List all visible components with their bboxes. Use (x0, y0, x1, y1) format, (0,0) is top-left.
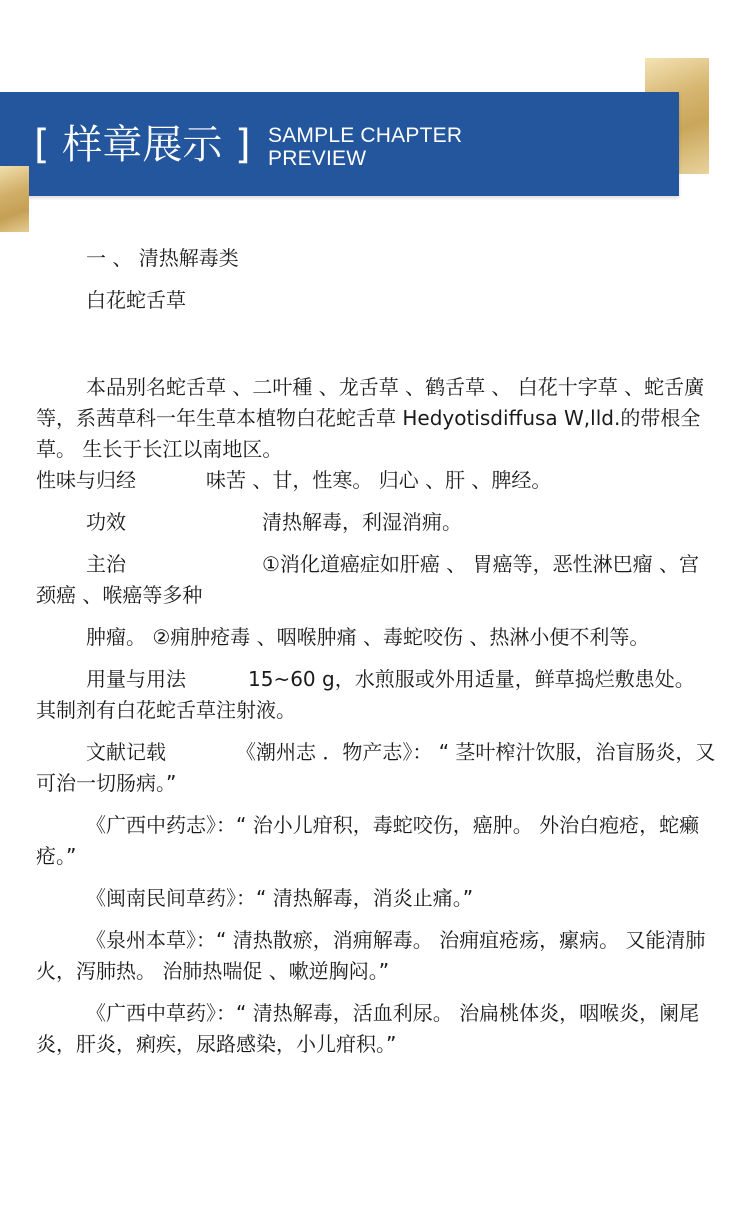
nature-value: 味苦 、甘，性寒。 归心 、肝 、脾经。 (206, 468, 552, 492)
gold-accent-left (0, 166, 29, 232)
literature-value: 《潮州志 ．物产志》： “ 茎叶榨汁饮服，治盲肠炎，又可治一切肠病。” (36, 740, 716, 795)
indication-paragraph (36, 549, 716, 611)
ref-minnan: 《闽南民间草药》：“ 清热解毒，消炎止痛。” (86, 886, 474, 910)
article-body (36, 243, 716, 1071)
indication-value: ①消化道癌症如肝癌 、 胃癌等，恶性淋巴瘤 、宫颈癌 、喉癌等多种 (36, 552, 700, 607)
literature-paragraph (36, 737, 716, 799)
intro-paragraph (36, 372, 716, 465)
efficacy-label: 功效 (86, 510, 126, 534)
banner-title-en-line2: PREVIEW (268, 147, 367, 170)
dosage-label: 用量与用法 (86, 667, 186, 691)
banner-title-en (268, 124, 462, 170)
nature-label: 性味与归经 (36, 468, 136, 492)
efficacy-value: 清热解毒，利湿消痈。 (262, 510, 462, 534)
efficacy-paragraph (36, 507, 716, 538)
ref-guangxi-zhongyao: 《广西中药志》：“ 治小儿疳积，毒蛇咬伤，癌肿。 外治白疱疮，蛇癞疮。” (36, 813, 700, 868)
section-heading: 一 、 清热解毒类 (86, 246, 239, 270)
dosage-paragraph (36, 664, 716, 726)
banner-title-cn: [ 样章展示 ] (34, 122, 251, 168)
nature-paragraph (36, 465, 716, 496)
indication-continued: 肿瘤。 ②痈肿疮毒 、咽喉肿痛 、毒蛇咬伤 、热淋小便不利等。 (86, 625, 650, 649)
dosage-value: 15~60 g，水煎服或外用适量，鲜草捣烂敷患处。 其制剂有白花蛇舌草注射液。 (36, 667, 695, 722)
ref-quanzhou: 《泉州本草》：“ 清热散瘀，消痈解毒。 治痈疽疮疡，瘰病。 又能清肺火，泻肺热。 治肺热喘促 、嗽逆胸闷。” (36, 928, 706, 983)
intro-text: 本品别名蛇舌草 、二叶種 、龙舌草 、鹤舌草 、 白花十字草 、蛇舌廣等，系茜草科一年生草本植物白花蛇舌草 Hedyotisdiffusa W,lld.的带根全草。 生长于长江以南地区。 (36, 375, 705, 461)
herb-name: 白花蛇舌草 (86, 288, 186, 312)
banner-title-en-line1: SAMPLE CHAPTER (268, 124, 463, 147)
literature-label: 文献记载 (86, 740, 166, 764)
ref-guangxi-zhongcao: 《广西中草药》：“ 清热解毒，活血利尿。 治扁桃体炎，咽喉炎，阑尾炎，肝炎，痢疾，尿路感染，小儿疳积。” (36, 1001, 700, 1056)
indication-label: 主治 (86, 552, 126, 576)
